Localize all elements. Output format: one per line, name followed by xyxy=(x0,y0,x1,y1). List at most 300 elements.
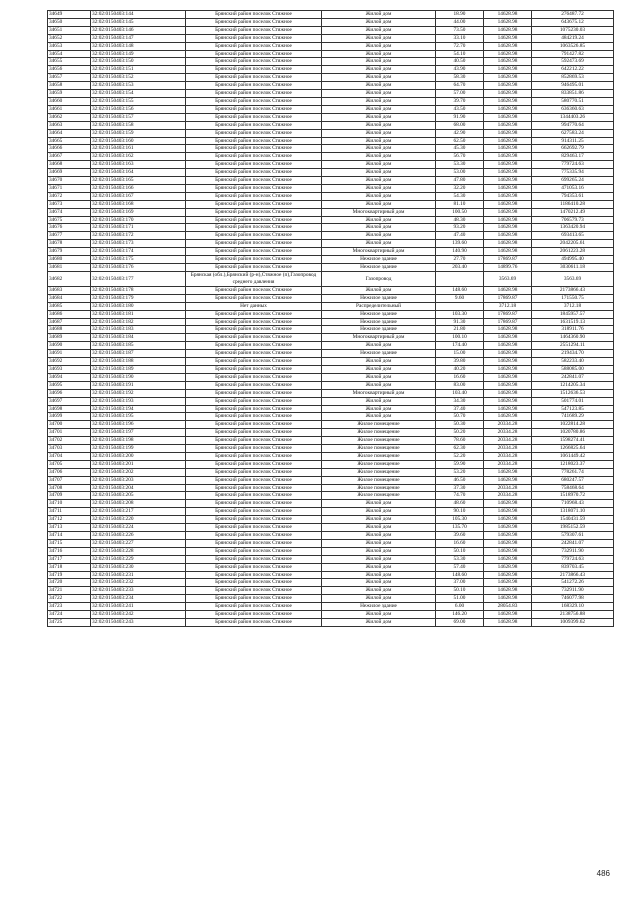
table-cell-rate: 14628.98 xyxy=(484,240,532,248)
table-cell-cadastral-number: 32:02:0150403:172 xyxy=(91,232,186,240)
table-cell-value: 588085.00 xyxy=(532,365,614,373)
table-cell-purpose: Жилой дом xyxy=(322,216,436,224)
table-cell-rate: 14628.98 xyxy=(484,74,532,82)
table-cell-purpose: Многоквартирный дом xyxy=(322,389,436,397)
table-cell-id: 34668 xyxy=(48,161,91,169)
table-cell-area: 32.20 xyxy=(436,184,484,192)
table-cell-value: 1845957.57 xyxy=(532,310,614,318)
table-cell-area: 93.20 xyxy=(436,224,484,232)
table-cell-purpose: Нежилое здание xyxy=(322,603,436,611)
table-cell-purpose: Жилое помещение xyxy=(322,452,436,460)
table-cell-area: 45.30 xyxy=(436,145,484,153)
table-cell-area: 103.30 xyxy=(436,310,484,318)
table-cell-rate: 17869.87 xyxy=(484,318,532,326)
table-cell-purpose: Жилой дом xyxy=(322,82,436,90)
table-cell-id: 34672 xyxy=(48,192,91,200)
table-cell-area: 174.40 xyxy=(436,342,484,350)
table-cell-value: 1464360.90 xyxy=(532,334,614,342)
table-cell-cadastral-number: 32:02:0150403:146 xyxy=(91,26,186,34)
table-cell-value: 501774.01 xyxy=(532,397,614,405)
table-cell-value: 636360.63 xyxy=(532,105,614,113)
table-cell-address: Брянский район поселок Стяжное xyxy=(186,484,322,492)
table-cell-id: 34714 xyxy=(48,532,91,540)
table-cell-area: 33.10 xyxy=(436,34,484,42)
table-cell-id: 34725 xyxy=(48,618,91,626)
table-cell-id: 34679 xyxy=(48,248,91,256)
table-cell-purpose: Жилой дом xyxy=(322,137,436,145)
table-cell-id: 34695 xyxy=(48,381,91,389)
table-cell-id: 34694 xyxy=(48,373,91,381)
table-cell-id: 34657 xyxy=(48,74,91,82)
table-row xyxy=(48,216,614,224)
table-cell-rate: 14628.98 xyxy=(484,389,532,397)
table-cell-rate: 14628.98 xyxy=(484,358,532,366)
table-cell-cadastral-number: 32:02:0150403:152 xyxy=(91,74,186,82)
table-cell-cadastral-number: 32:02:0150403:153 xyxy=(91,82,186,90)
table-cell-id: 34674 xyxy=(48,208,91,216)
table-cell-address: Брянский район поселок Стяжное xyxy=(186,500,322,508)
table-cell-id: 34688 xyxy=(48,326,91,334)
table-cell-value: 484219.24 xyxy=(532,34,614,42)
table-cell-id: 34707 xyxy=(48,476,91,484)
table-row xyxy=(48,563,614,571)
table-cell-area: 100.50 xyxy=(436,208,484,216)
table-cell-rate: 14628.98 xyxy=(484,82,532,90)
table-cell-value: 741689.29 xyxy=(532,413,614,421)
table-row xyxy=(48,208,614,216)
table-cell-cadastral-number: 32:02:0150403:162 xyxy=(91,153,186,161)
table-cell-id: 34699 xyxy=(48,413,91,421)
table-cell-area: 56.70 xyxy=(436,153,484,161)
table-row xyxy=(48,547,614,555)
table-cell-value: 746077.98 xyxy=(532,595,614,603)
table-cell-purpose: Жилое помещение xyxy=(322,468,436,476)
table-row xyxy=(48,137,614,145)
table-cell-purpose: Жилой дом xyxy=(322,563,436,571)
table-cell-address: Брянский район поселок Стяжное xyxy=(186,90,322,98)
table-cell-value: 839703.45 xyxy=(532,563,614,571)
table-cell-cadastral-number: 32:02:0150403:189 xyxy=(91,365,186,373)
table-cell-address: Брянский район поселок Стяжное xyxy=(186,460,322,468)
table-cell-value: 168329.10 xyxy=(532,603,614,611)
table-cell-id: 34711 xyxy=(48,508,91,516)
table-row xyxy=(48,365,614,373)
table-cell-rate: 14628.98 xyxy=(484,397,532,405)
table-cell-purpose: Жилое помещение xyxy=(322,476,436,484)
table-cell-area: 52.20 xyxy=(436,452,484,460)
table-cell-address: Брянский район поселок Стяжное xyxy=(186,595,322,603)
table-cell-rate: 14628.98 xyxy=(484,579,532,587)
table-row xyxy=(48,232,614,240)
table-cell-purpose: Жилое помещение xyxy=(322,460,436,468)
table-cell-purpose: Жилой дом xyxy=(322,539,436,547)
table-cell-id: 34696 xyxy=(48,389,91,397)
table-cell-value: 1063526.85 xyxy=(532,42,614,50)
table-cell-area: 100.10 xyxy=(436,334,484,342)
table-cell-rate: 20334.28 xyxy=(484,421,532,429)
table-cell-address: Брянский район поселок Стяжное xyxy=(186,476,322,484)
table-cell-area: 68.00 xyxy=(436,121,484,129)
table-cell-area xyxy=(436,271,484,286)
table-cell-id: 34702 xyxy=(48,437,91,445)
table-cell-address: Брянский район поселок Стяжное xyxy=(186,161,322,169)
table-cell-purpose: Жилой дом xyxy=(322,405,436,413)
table-cell-area: 39.70 xyxy=(436,97,484,105)
table-cell-id: 34706 xyxy=(48,468,91,476)
table-cell-id: 34689 xyxy=(48,334,91,342)
table-cell-purpose: Жилой дом xyxy=(322,516,436,524)
table-cell-area: 62.30 xyxy=(436,445,484,453)
table-cell-rate: 14628.98 xyxy=(484,153,532,161)
table-cell-cadastral-number: 32:02:0150403:179 xyxy=(91,294,186,302)
table-cell-rate: 17869.87 xyxy=(484,256,532,264)
table-cell-id: 34685 xyxy=(48,302,91,310)
table-cell-purpose: Жилой дом xyxy=(322,121,436,129)
table-cell-id: 34673 xyxy=(48,200,91,208)
table-row xyxy=(48,429,614,437)
table-cell-area: 42.90 xyxy=(436,129,484,137)
table-row xyxy=(48,121,614,129)
table-cell-address: Брянский район поселок Стяжное xyxy=(186,555,322,563)
table-cell-area: 78.60 xyxy=(436,437,484,445)
table-cell-purpose: Жилой дом xyxy=(322,200,436,208)
table-row xyxy=(48,571,614,579)
table-cell-rate: 14628.98 xyxy=(484,350,532,358)
table-cell-id: 34693 xyxy=(48,365,91,373)
table-row xyxy=(48,326,614,334)
table-cell-cadastral-number: 32:02:0150403:167 xyxy=(91,192,186,200)
table-cell-purpose: Жилой дом xyxy=(322,595,436,603)
table-cell-address: Брянский район поселок Стяжное xyxy=(186,587,322,595)
table-cell-rate: 14628.98 xyxy=(484,326,532,334)
table-cell-value: 693413.65 xyxy=(532,232,614,240)
table-cell-value: 833851.86 xyxy=(532,90,614,98)
table-cell-purpose: Нежилое здание xyxy=(322,264,436,272)
table-cell-address: Брянский район поселок Стяжное xyxy=(186,508,322,516)
table-cell-rate: 14628.98 xyxy=(484,18,532,26)
table-cell-address: Брянский район поселок Стяжное xyxy=(186,547,322,555)
table-cell-cadastral-number: 32:02:0150403:180 xyxy=(91,302,186,310)
table-cell-purpose: Жилой дом xyxy=(322,611,436,619)
table-cell-rate: 14628.98 xyxy=(484,508,532,516)
table-cell-area: 18.90 xyxy=(436,11,484,19)
table-cell-address: Брянский район поселок Стяжное xyxy=(186,532,322,540)
table-cell-id: 34650 xyxy=(48,18,91,26)
table-cell-value: 706579.73 xyxy=(532,216,614,224)
records-table-container xyxy=(47,10,592,627)
table-cell-id: 34703 xyxy=(48,445,91,453)
table-cell-value: 580770.51 xyxy=(532,97,614,105)
table-cell-id: 34659 xyxy=(48,90,91,98)
table-cell-address: Брянский район поселок Стяжное xyxy=(186,516,322,524)
table-cell-id: 34661 xyxy=(48,105,91,113)
table-cell-area: 9.60 xyxy=(436,294,484,302)
table-cell-purpose: Жилой дом xyxy=(322,26,436,34)
table-cell-purpose: Газопровод xyxy=(322,271,436,286)
table-cell-rate: 14899.76 xyxy=(484,264,532,272)
table-cell-area: 146.20 xyxy=(436,611,484,619)
table-cell-purpose: Жилой дом xyxy=(322,105,436,113)
table-cell-cadastral-number: 32:02:0150403:148 xyxy=(91,42,186,50)
table-cell-area: 43.90 xyxy=(436,66,484,74)
table-cell-address: Брянский район поселок Стяжное xyxy=(186,421,322,429)
table-cell-purpose: Жилой дом xyxy=(322,66,436,74)
table-cell-value: 775335.94 xyxy=(532,169,614,177)
table-row xyxy=(48,516,614,524)
table-cell-purpose: Жилой дом xyxy=(322,342,436,350)
table-cell-rate: 14628.98 xyxy=(484,177,532,185)
table-cell-area: 50.10 xyxy=(436,547,484,555)
table-cell-cadastral-number: 32:02:0150403:161 xyxy=(91,145,186,153)
table-cell-cadastral-number: 32:02:0150403:178 xyxy=(91,286,186,294)
table-cell-cadastral-number: 32:02:0150403:184 xyxy=(91,334,186,342)
table-cell-area: 64.70 xyxy=(436,82,484,90)
table-cell-rate: 20334.28 xyxy=(484,460,532,468)
table-cell-cadastral-number: 32:02:0150403:183 xyxy=(91,326,186,334)
table-row xyxy=(48,264,614,272)
table-cell-value: 2042205.61 xyxy=(532,240,614,248)
table-cell-area: 105.30 xyxy=(436,516,484,524)
table-cell-purpose: Жилой дом xyxy=(322,153,436,161)
table-cell-cadastral-number: 32:02:0150403:163 xyxy=(91,161,186,169)
table-cell-rate: 14628.98 xyxy=(484,97,532,105)
table-cell-area: 6.00 xyxy=(436,603,484,611)
table-cell-id: 34656 xyxy=(48,66,91,74)
table-cell-cadastral-number: 32:02:0150403:145 xyxy=(91,18,186,26)
table-cell-rate: 14628.98 xyxy=(484,413,532,421)
table-cell-rate: 14628.98 xyxy=(484,113,532,121)
table-cell-purpose: Жилой дом xyxy=(322,397,436,405)
table-cell-value: 914311.25 xyxy=(532,137,614,145)
table-cell-area: 91.30 xyxy=(436,318,484,326)
table-cell-cadastral-number: 32:02:0150403:197 xyxy=(91,429,186,437)
table-cell-value: 1470212.49 xyxy=(532,208,614,216)
table-row xyxy=(48,452,614,460)
records-table xyxy=(47,10,614,627)
table-cell-area: 50.70 xyxy=(436,413,484,421)
table-cell-purpose: Жилой дом xyxy=(322,547,436,555)
table-cell-purpose: Жилой дом xyxy=(322,34,436,42)
table-cell-value: 171550.75 xyxy=(532,294,614,302)
table-cell-address: Брянский район поселок Стяжное xyxy=(186,192,322,200)
table-cell-cadastral-number: 32:02:0150403:205 xyxy=(91,492,186,500)
table-cell-value: 1318071.10 xyxy=(532,508,614,516)
table-cell-purpose: Жилой дом xyxy=(322,373,436,381)
table-cell-id: 34651 xyxy=(48,26,91,34)
table-cell-area: 148.60 xyxy=(436,286,484,294)
table-cell-rate: 14628.98 xyxy=(484,192,532,200)
table-cell-address: Брянский район поселок Стяжное xyxy=(186,286,322,294)
table-cell-address: Брянский район поселок Стяжное xyxy=(186,358,322,366)
table-row xyxy=(48,437,614,445)
table-cell-value: 582233.40 xyxy=(532,358,614,366)
table-cell-area: 148.60 xyxy=(436,571,484,579)
table-cell-cadastral-number: 32:02:0150403:168 xyxy=(91,200,186,208)
table-cell-area: 40.50 xyxy=(436,58,484,66)
table-cell-value: 1061449.42 xyxy=(532,452,614,460)
table-cell-rate: 14628.98 xyxy=(484,169,532,177)
table-cell-cadastral-number: 32:02:0150403:199 xyxy=(91,445,186,453)
table-cell-id: 34692 xyxy=(48,358,91,366)
table-cell-purpose: Распределительный xyxy=(322,302,436,310)
table-cell-address: Брянский район поселок Стяжное xyxy=(186,468,322,476)
table-cell-rate: 14628.98 xyxy=(484,547,532,555)
table-row xyxy=(48,58,614,66)
table-row xyxy=(48,397,614,405)
table-cell-address: Брянский район поселок Стяжное xyxy=(186,11,322,19)
table-cell-cadastral-number: 32:02:0150403:195 xyxy=(91,413,186,421)
table-cell-rate: 14628.98 xyxy=(484,286,532,294)
table-cell-rate: 14628.98 xyxy=(484,34,532,42)
table-cell-id: 34655 xyxy=(48,58,91,66)
table-cell-purpose: Жилое помещение xyxy=(322,429,436,437)
table-cell-area: 51.00 xyxy=(436,595,484,603)
table-cell-value: 592473.69 xyxy=(532,58,614,66)
table-cell-purpose: Жилой дом xyxy=(322,129,436,137)
table-cell-value: 732911.90 xyxy=(532,547,614,555)
table-cell-value: 1518970.72 xyxy=(532,492,614,500)
table-cell-area: 50.10 xyxy=(436,587,484,595)
table-cell-value: 242841.07 xyxy=(532,539,614,547)
table-row xyxy=(48,161,614,169)
table-row xyxy=(48,421,614,429)
table-cell-id: 34658 xyxy=(48,82,91,90)
table-cell-id: 34722 xyxy=(48,595,91,603)
table-cell-purpose: Нежилое здание xyxy=(322,310,436,318)
table-cell-cadastral-number: 32:02:0150403:170 xyxy=(91,216,186,224)
table-cell-value: 219434.70 xyxy=(532,350,614,358)
table-cell-cadastral-number: 32:02:0150403:169 xyxy=(91,208,186,216)
table-cell-cadastral-number: 32:02:0150403:232 xyxy=(91,579,186,587)
table-cell-rate: 14628.98 xyxy=(484,381,532,389)
table-cell-cadastral-number: 32:02:0150403:241 xyxy=(91,603,186,611)
table-cell-cadastral-number: 32:02:0150403:194 xyxy=(91,405,186,413)
table-cell-id: 34681 xyxy=(48,264,91,272)
table-cell-cadastral-number: 32:02:0150403:188 xyxy=(91,358,186,366)
table-cell-value: 643675.12 xyxy=(532,18,614,26)
table-cell-purpose: Жилой дом xyxy=(322,413,436,421)
table-cell-id: 34683 xyxy=(48,286,91,294)
table-cell-cadastral-number: 32:02:0150403:144 xyxy=(91,11,186,19)
table-cell-id: 34676 xyxy=(48,224,91,232)
table-row xyxy=(48,539,614,547)
table-cell-value: 946495.01 xyxy=(532,82,614,90)
table-cell-area: 39.80 xyxy=(436,358,484,366)
table-cell-address: Брянский район поселок Стяжное xyxy=(186,294,322,302)
table-cell-rate: 3563.69 xyxy=(484,271,532,286)
table-cell-address: Брянский район поселок Стяжное xyxy=(186,539,322,547)
table-cell-area: 140.90 xyxy=(436,248,484,256)
table-cell-value: 2061223.28 xyxy=(532,248,614,256)
table-cell-purpose: Жилой дом xyxy=(322,177,436,185)
table-cell-rate: 14628.98 xyxy=(484,334,532,342)
table-row xyxy=(48,153,614,161)
table-cell-purpose: Нежилое здание xyxy=(322,350,436,358)
table-cell-purpose: Жилое помещение xyxy=(322,421,436,429)
table-cell-area: 59.90 xyxy=(436,460,484,468)
table-cell-rate: 17869.87 xyxy=(484,294,532,302)
table-cell-cadastral-number: 32:02:0150403:181 xyxy=(91,310,186,318)
table-cell-address: Брянский район поселок Стяжное xyxy=(186,184,322,192)
table-cell-purpose: Жилой дом xyxy=(322,571,436,579)
table-cell-cadastral-number: 32:02:0150403:201 xyxy=(91,460,186,468)
table-cell-value: 758468.64 xyxy=(532,484,614,492)
table-row xyxy=(48,389,614,397)
table-cell-cadastral-number: 32:02:0150403:157 xyxy=(91,113,186,121)
table-cell-address: Брянский район поселок Стяжное xyxy=(186,342,322,350)
table-cell-id: 34710 xyxy=(48,500,91,508)
table-row xyxy=(48,18,614,26)
table-cell-purpose: Нежилое здание xyxy=(322,318,436,326)
table-cell-address: Брянский район поселок Стяжное xyxy=(186,563,322,571)
table-cell-cadastral-number: 32:02:0150403:149 xyxy=(91,50,186,58)
table-cell-id: 34653 xyxy=(48,42,91,50)
table-cell-area: 44.00 xyxy=(436,18,484,26)
table-cell-address: Брянский район поселок Стяжное xyxy=(186,365,322,373)
table-cell-id: 34690 xyxy=(48,342,91,350)
table-cell-address: Брянский район поселок Стяжное xyxy=(186,18,322,26)
table-cell-value: 1075230.03 xyxy=(532,26,614,34)
table-cell-id: 34686 xyxy=(48,310,91,318)
table-cell-id: 34701 xyxy=(48,429,91,437)
table-cell-cadastral-number: 32:02:0150403:155 xyxy=(91,97,186,105)
table-cell-rate: 14628.98 xyxy=(484,595,532,603)
table-cell-cadastral-number: 32:02:0150403:193 xyxy=(91,397,186,405)
table-cell-purpose: Жилое помещение xyxy=(322,437,436,445)
table-cell-rate: 20334.28 xyxy=(484,484,532,492)
table-cell-address: Брянский район поселок Стяжное xyxy=(186,26,322,34)
table-cell-cadastral-number: 32:02:0150403:230 xyxy=(91,563,186,571)
table-cell-area: 40.20 xyxy=(436,365,484,373)
table-cell-rate: 14628.98 xyxy=(484,563,532,571)
table-cell-address: Брянский район поселок Стяжное xyxy=(186,66,322,74)
table-cell-area: 21.80 xyxy=(436,326,484,334)
table-row xyxy=(48,460,614,468)
table-cell-id: 34682 xyxy=(48,271,91,286)
table-row xyxy=(48,350,614,358)
table-cell-rate: 14628.98 xyxy=(484,90,532,98)
table-cell-value: 2173866.43 xyxy=(532,571,614,579)
table-cell-cadastral-number: 32:02:0150403:243 xyxy=(91,618,186,626)
table-row xyxy=(48,334,614,342)
table-cell-rate: 14628.98 xyxy=(484,476,532,484)
table-row xyxy=(48,145,614,153)
table-cell-rate: 14628.98 xyxy=(484,145,532,153)
table-cell-cadastral-number: 32:02:0150403:147 xyxy=(91,34,186,42)
table-cell-area: 39.60 xyxy=(436,532,484,540)
table-cell-address: Брянский район поселок Стяжное xyxy=(186,492,322,500)
table-cell-address: Брянский район поселок Стяжное xyxy=(186,603,322,611)
table-cell-id: 34705 xyxy=(48,460,91,468)
table-cell-rate: 14628.98 xyxy=(484,468,532,476)
table-cell-area: 57.40 xyxy=(436,563,484,571)
table-cell-purpose: Жилой дом xyxy=(322,524,436,532)
table-cell-rate: 14628.98 xyxy=(484,105,532,113)
table-cell-id: 34698 xyxy=(48,405,91,413)
table-cell-area: 47.80 xyxy=(436,177,484,185)
table-cell-area: 37.40 xyxy=(436,405,484,413)
table-cell-cadastral-number: 32:02:0150403:226 xyxy=(91,532,186,540)
table-cell-address: Брянский район поселок Стяжное xyxy=(186,153,322,161)
table-cell-purpose: Жилое помещение xyxy=(322,492,436,500)
table-cell-rate: 14628.98 xyxy=(484,618,532,626)
table-cell-rate: 14628.98 xyxy=(484,516,532,524)
table-row xyxy=(48,468,614,476)
table-row xyxy=(48,90,614,98)
table-cell-purpose: Жилой дом xyxy=(322,618,436,626)
table-cell-area: 58.30 xyxy=(436,74,484,82)
table-cell-value: 1540431.59 xyxy=(532,516,614,524)
